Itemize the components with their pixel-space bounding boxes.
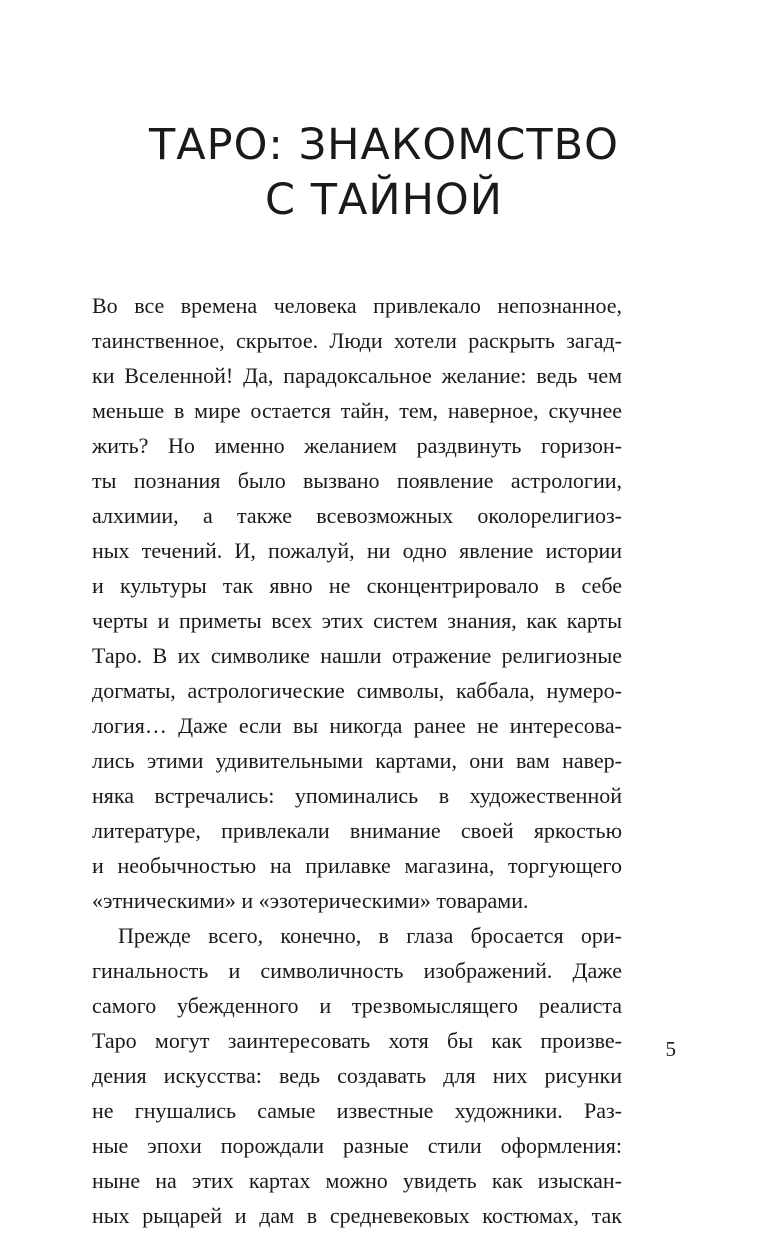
- text-line: ты познания было вызвано появление астрологии,: [92, 468, 622, 493]
- text-line: не гнушались самые известные художники. Раз-: [92, 1098, 622, 1123]
- chapter-title: [0, 118, 768, 228]
- text-line: литературе, привлекали внимание своей яркостью: [92, 818, 622, 843]
- text-line: черты и приметы всех этих систем знания, как карты: [92, 608, 622, 633]
- text-line: жить? Но именно желанием раздвинуть горизон-: [92, 433, 622, 458]
- text-line: ных течений. И, пожалуй, ни одно явление истории: [92, 538, 622, 563]
- text-line: няка встречались: упоминались в художественной: [92, 783, 622, 808]
- text-line: догматы, астрологические символы, каббала, нумеро-: [92, 678, 622, 703]
- paragraph-1: [92, 288, 622, 918]
- page-number: 5: [665, 1037, 676, 1061]
- text-line: таинственное, скрытое. Люди хотели раскрыть загад-: [92, 328, 622, 353]
- text-line: ки Вселенной! Да, парадоксальное желание: ведь чем: [92, 363, 622, 388]
- text-line: ные эпохи порождали разные стили оформления:: [92, 1133, 622, 1158]
- text-line: логия… Даже если вы никогда ранее не интересова-: [92, 713, 622, 738]
- text-line: и необычностью на прилавке магазина, торгующего: [92, 853, 622, 878]
- text-line: Прежде всего, конечно, в глаза бросается ори-: [118, 923, 622, 948]
- text-line: Таро могут заинтересовать хотя бы как произве-: [92, 1028, 622, 1053]
- text-line: дения искусства: ведь создавать для них рисунки: [92, 1063, 622, 1088]
- text-line: Во все времена человека привлекало непознанное,: [92, 293, 622, 318]
- text-line: ныне на этих картах можно увидеть как изыскан-: [92, 1168, 622, 1193]
- text-line: меньше в мире остается тайн, тем, наверное, скучнее: [92, 398, 622, 423]
- text-line: самого убежденного и трезвомыслящего реалиста: [92, 993, 622, 1018]
- text-line: Таро. В их символике нашли отражение религиозные: [92, 643, 622, 668]
- text-line: гинальность и символичность изображений. Даже: [92, 958, 622, 983]
- text-line: ных рыцарей и дам в средневековых костюмах, так: [92, 1203, 622, 1228]
- chapter-title-line-1: ТАРО: ЗНАКОМСТВО: [148, 120, 620, 170]
- text-line: лись этими удивительными картами, они вам навер-: [92, 748, 622, 773]
- paragraph-2: [92, 918, 622, 1233]
- chapter-title-line-2: С ТАЙНОЙ: [265, 175, 503, 225]
- text-line: алхимии, а также всевозможных околорелигиоз-: [92, 503, 622, 528]
- body-text: [92, 288, 622, 1233]
- text-line: «этническими» и «эзотерическими» товарами.: [92, 888, 529, 913]
- text-line: и культуры так явно не сконцентрировало в себе: [92, 573, 622, 598]
